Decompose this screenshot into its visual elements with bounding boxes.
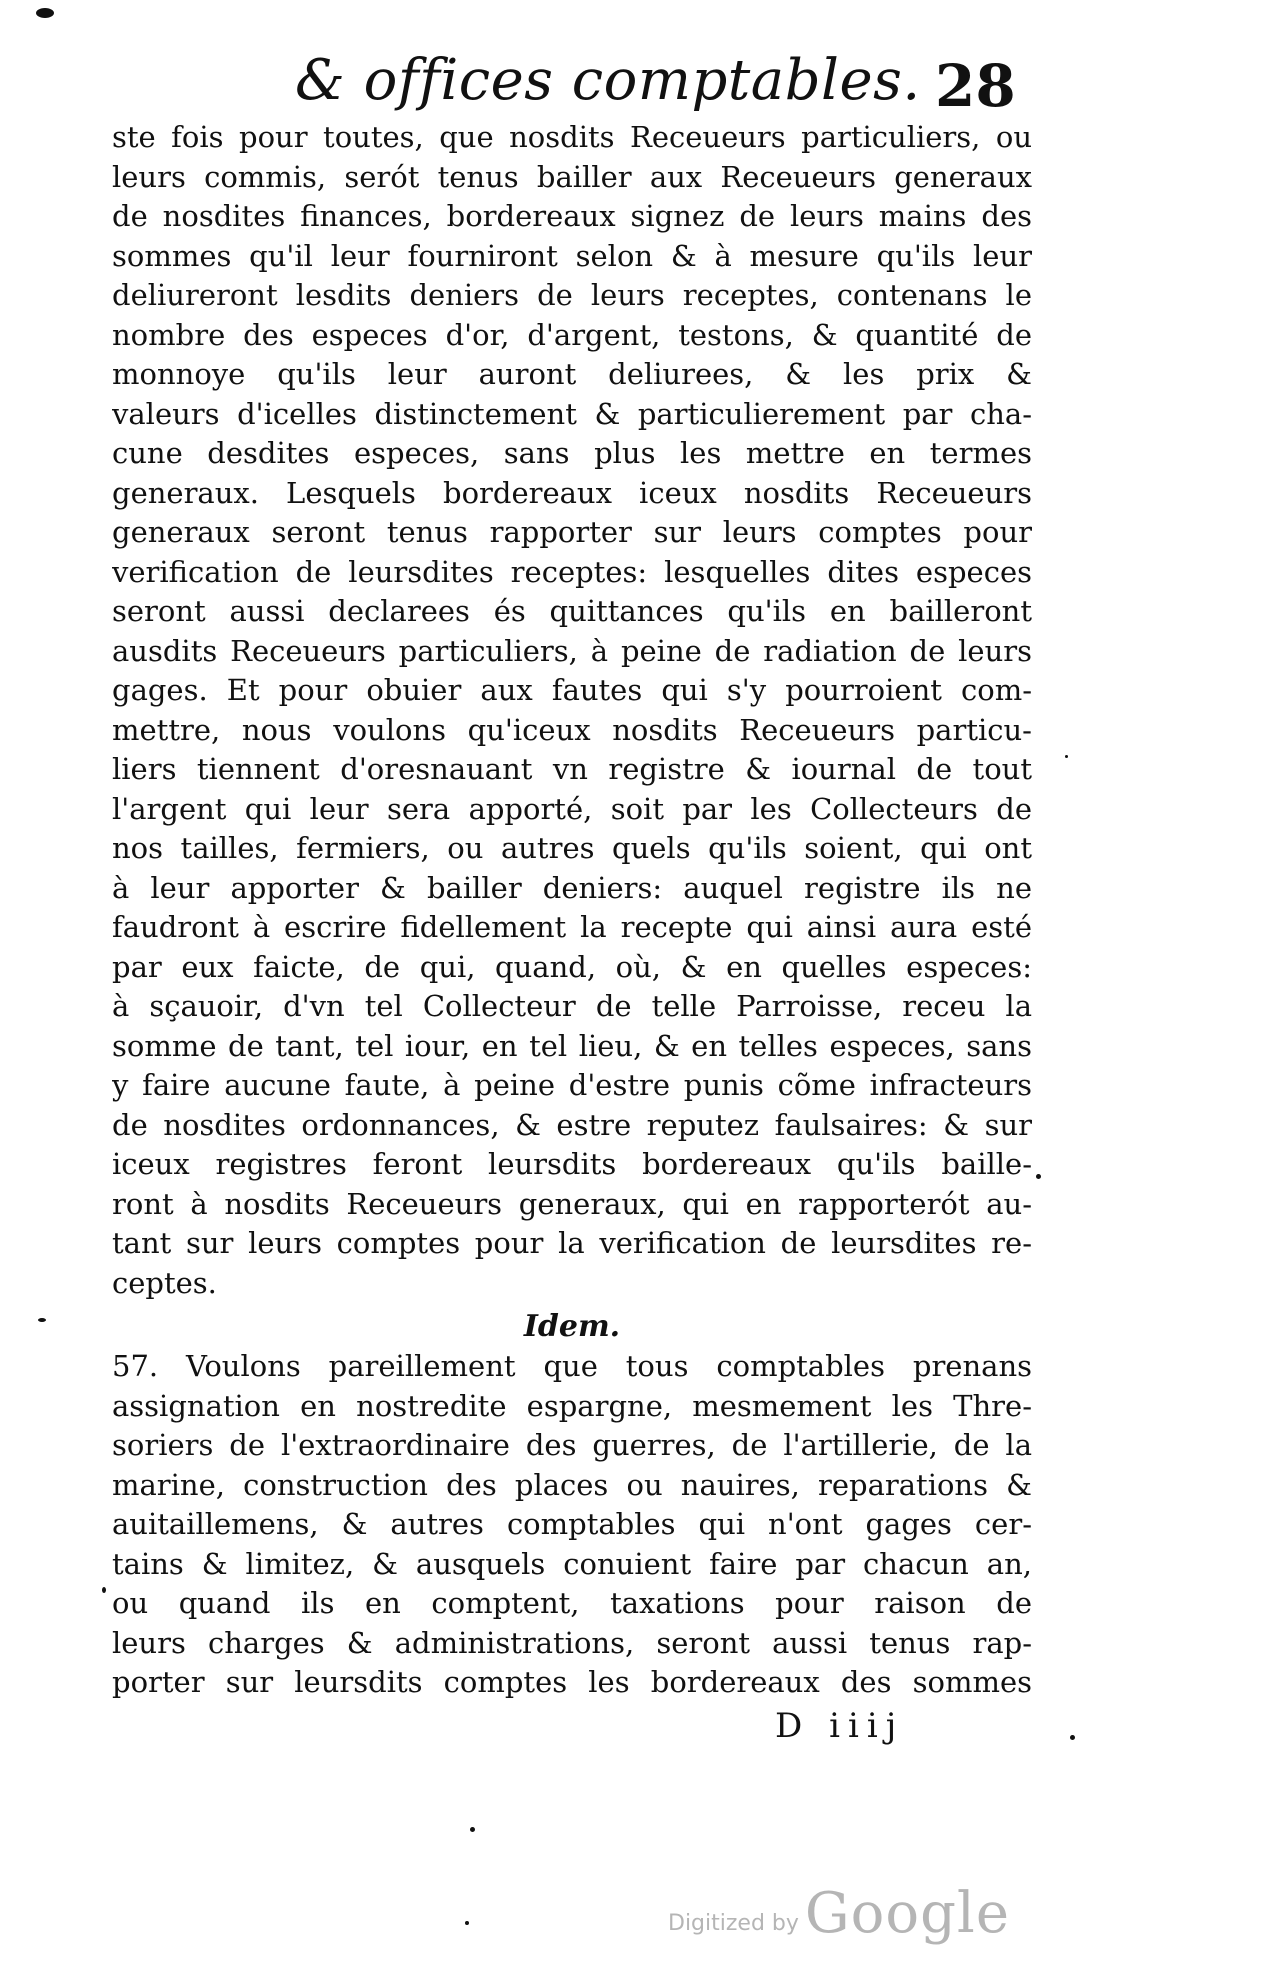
text-line: liers tiennent d'oresnauant vn registre & iournal de tout [112, 752, 1032, 786]
text-line: marine, construction des places ou nauires, reparations & [112, 1467, 1032, 1502]
text-line: de nosdites finances, bordereaux signez de leurs mains des [112, 199, 1032, 233]
watermark-prefix: Digitized by [668, 1911, 799, 1936]
text-line: nombre des especes d'or, d'argent, testons, & quantité de [112, 317, 1032, 352]
text-line: valeurs d'icelles distinctement & particulierement par cha- [112, 396, 1032, 431]
text-line: deliureront lesdits deniers de leurs receptes, contenans le [112, 278, 1032, 312]
scan-speck [470, 1827, 475, 1832]
text-line: assignation en nostredite espargne, mesmement les Thre- [112, 1388, 1032, 1423]
scan-speck [1070, 1735, 1075, 1740]
text-line: y faire aucune faute, à peine d'estre punis cõme infracteurs [112, 1068, 1032, 1102]
text-line: 57. Voulons pareillement que tous comptables prenans [112, 1349, 1032, 1383]
text-line: ausdits Receueurs particuliers, à peine de radiation de leurs [112, 633, 1032, 668]
text-line: par eux faicte, de qui, quand, où, & en quelles especes: [112, 949, 1032, 984]
text-line: iceux registres feront leursdits bordereaux qu'ils baille- [112, 1147, 1032, 1181]
text-line: à leur apporter & bailler deniers: auquel registre ils ne [112, 870, 1032, 905]
scan-speck [38, 1318, 46, 1322]
text-line: sommes qu'il leur fourniront selon & à mesure qu'ils leur [112, 238, 1032, 273]
text-line: generaux seront tenus rapporter sur leurs comptes pour [112, 515, 1032, 549]
text-line: nos tailles, fermiers, ou autres quels qu'ils soient, qui ont [112, 831, 1032, 865]
digitized-watermark [668, 1866, 1010, 1946]
text-line: tant sur leurs comptes pour la verification de leursdites re- [112, 1226, 1032, 1260]
body-text [112, 118, 1032, 1703]
text-line: leurs charges & administrations, seront aussi tenus rap- [112, 1625, 1032, 1660]
text-line: generaux. Lesquels bordereaux iceux nosdits Receueurs [112, 475, 1032, 510]
text-line: mettre, nous voulons qu'iceux nosdits Receueurs particu- [112, 712, 1032, 747]
text-line: leurs commis, serót tenus bailler aux Receueurs generaux [112, 159, 1032, 194]
text-line: de nosdites ordonnances, & estre reputez faulsaires: & sur [112, 1107, 1032, 1142]
text-line: soriers de l'extraordinaire des guerres, de l'artillerie, de la [112, 1428, 1032, 1462]
running-title: & offices comptables. [295, 48, 921, 113]
signature-mark: D iiij [775, 1706, 905, 1746]
text-line: seront aussi declarees és quittances qu'ils en bailleront [112, 594, 1032, 628]
text-line: porter sur leursdits comptes les bordereaux des sommes [112, 1665, 1032, 1699]
text-line: somme de tant, tel iour, en tel lieu, & en telles especes, sans [112, 1028, 1032, 1063]
page-number: 28 [935, 52, 1016, 120]
text-line: ou quand ils en comptent, taxations pour raison de [112, 1586, 1032, 1620]
text-line: cune desdites especes, sans plus les mettre en termes [112, 436, 1032, 470]
text-line: monnoye qu'ils leur auront deliurees, & les prix & [112, 357, 1032, 391]
scan-speck [465, 1921, 469, 1925]
text-line: faudront à escrire fidellement la recepte qui ainsi aura esté [112, 910, 1032, 944]
text-line: l'argent qui leur sera apporté, soit par les Collecteurs de [112, 791, 1032, 826]
text-line: auitaillemens, & autres comptables qui n'ont gages cer- [112, 1507, 1032, 1541]
scan-speck [36, 8, 54, 18]
text-line: tains & limitez, & ausquels conuient faire par chacun an, [112, 1546, 1032, 1581]
watermark-logo: Google [804, 1881, 1010, 1946]
scan-speck [102, 1587, 106, 1593]
scan-speck [1036, 1174, 1041, 1179]
text-line: ste fois pour toutes, que nosdits Receueurs particuliers, ou [112, 120, 1032, 154]
text-line: ceptes. [112, 1265, 217, 1300]
text-line: gages. Et pour obuier aux fautes qui s'y pourroient com- [112, 673, 1032, 707]
text-line: à sçauoir, d'vn tel Collecteur de telle Parroisse, receu la [112, 989, 1032, 1023]
text-line: ront à nosdits Receueurs generaux, qui en rapporterót au- [112, 1186, 1032, 1221]
text-line: verification de leursdites receptes: lesquelles dites especes [112, 554, 1032, 589]
scan-speck [1065, 755, 1068, 758]
section-heading: Idem. [523, 1309, 621, 1344]
